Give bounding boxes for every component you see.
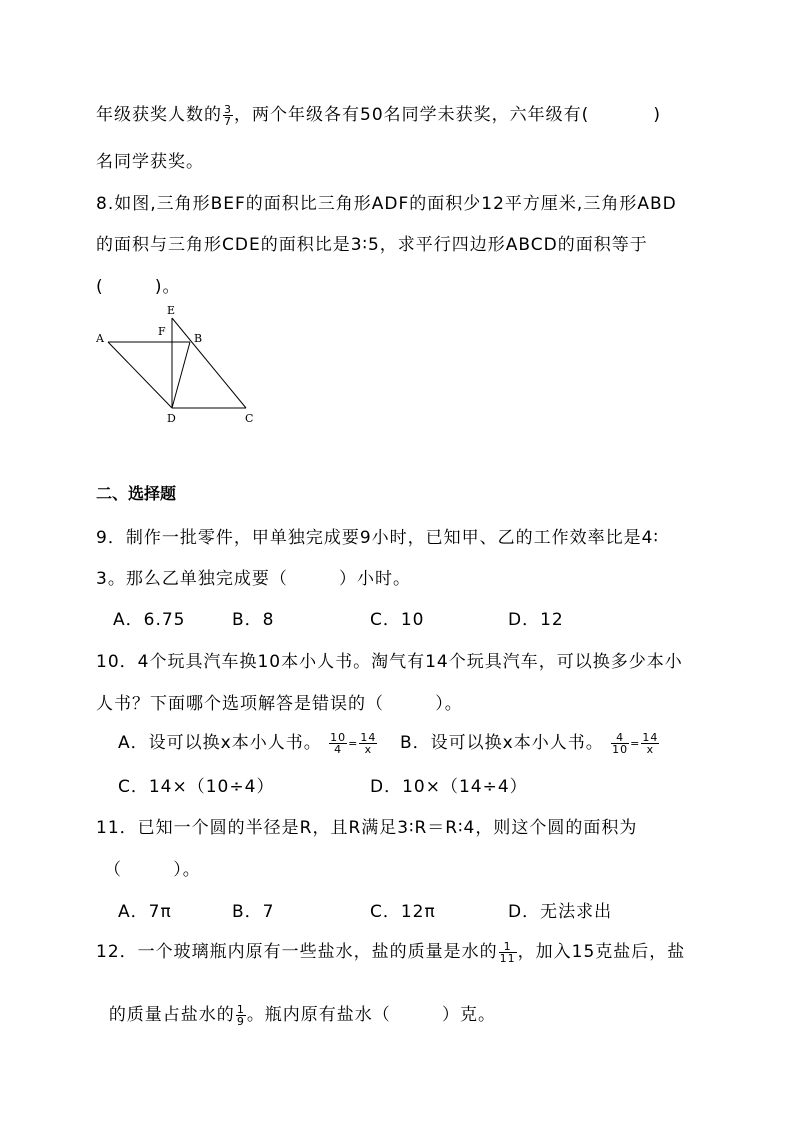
q12-fraction-1 (499, 941, 517, 964)
label-C: C (245, 412, 254, 425)
q12-fraction-2 (236, 1004, 246, 1027)
q10-b-f1-num: 4 (611, 732, 629, 744)
q12-line2-text-b: 。瓶内原有盐水（ ）克。 (246, 1005, 497, 1025)
q10-option-b-text: B．设可以换x本小人书。 (400, 733, 604, 753)
q10-a-eq: = (348, 736, 359, 750)
q12-line2-text-a: 的质量占盐水的 (108, 1005, 235, 1025)
q10-line2: 人书？下面哪个选项解答是错误的（ ）。 (96, 694, 463, 714)
q12-f2-den: 9 (236, 1014, 245, 1028)
q7-line2: 名同学获奖。 (96, 152, 204, 172)
q10-b-f1-den: 10 (612, 742, 629, 756)
q10-a-fraction-1 (329, 732, 347, 755)
q12-line1-text-b: ，加入15克盐后，盐 (517, 942, 686, 962)
q9-option-d[interactable]: D．12 (508, 610, 564, 630)
q7-text-b: ，两个年级各有50名同学未获奖，六年级有( (234, 105, 590, 125)
q7-frac-den: 7 (224, 114, 232, 128)
segment-AD (108, 342, 172, 408)
q11-option-d[interactable]: D．无法求出 (508, 902, 613, 922)
segment-BD (172, 342, 190, 408)
q10-option-b[interactable] (400, 728, 660, 755)
q9-option-c[interactable]: C．10 (370, 610, 425, 630)
q10-a-f1-num: 10 (330, 730, 347, 744)
label-D: D (167, 412, 176, 425)
q9-line1: 9．制作一批零件，甲单独完成要9小时，已知甲、乙的工作效率比是4∶ (96, 528, 659, 548)
q11-option-c[interactable]: C．12π (370, 902, 436, 922)
q8-line1: 8.如图,三角形BEF的面积比三角形ADF的面积少12平方厘米,三角形ABD (96, 194, 677, 214)
q7-text-a: 年级获奖人数的 (96, 105, 222, 125)
q12-f1-den: 11 (499, 951, 516, 965)
q10-option-a[interactable] (118, 728, 378, 755)
q10-b-f2-num: 14 (642, 730, 659, 744)
label-B: B (194, 332, 203, 345)
q10-a-fraction-2 (359, 732, 377, 755)
q10-b-eq: = (630, 736, 641, 750)
q7-fraction (223, 104, 233, 127)
q8-line3: ( )。 (96, 277, 181, 297)
q7-frac-num: 3 (224, 102, 232, 116)
q10-line1: 10．4个玩具汽车换10本小人书。淘气有14个玩具汽车，可以换多少本小 (96, 652, 683, 672)
q10-option-a-text: A．设可以换x本小人书。 (118, 733, 322, 753)
q9-option-a[interactable]: A．6.75 (113, 610, 186, 630)
q10-option-d[interactable]: D．10×（14÷4） (370, 777, 528, 797)
q12-line1-text-a: 12．一个玻璃瓶内原有一些盐水，盐的质量是水的 (96, 942, 498, 962)
parallelogram-figure (90, 300, 270, 430)
q10-a-f2-den: x (364, 742, 373, 756)
q12-f1-num: 1 (499, 941, 517, 953)
q11-option-a[interactable]: A．7π (118, 902, 172, 922)
q7-line1 (96, 100, 661, 127)
q10-b-f2-den: x (646, 742, 655, 756)
q8-line2: 的面积与三角形CDE的面积比是3∶5，求平行四边形ABCD的面积等于 (96, 235, 648, 255)
q7-answer-blank[interactable] (589, 105, 653, 125)
q9-option-b[interactable]: B．8 (232, 610, 275, 630)
q11-line1: 11．已知一个圆的半径是R，且R满足3∶R＝R∶4，则这个圆的面积为 (96, 818, 638, 838)
q10-b-fraction-2 (641, 732, 659, 755)
label-E: E (167, 304, 176, 317)
q11-option-b[interactable]: B．7 (232, 902, 275, 922)
q12-line1 (96, 937, 685, 964)
q12-f2-num: 1 (236, 1002, 245, 1016)
label-A: A (96, 332, 104, 345)
q10-b-fraction-1 (611, 732, 629, 755)
q12-line2 (96, 980, 496, 1027)
label-F: F (158, 325, 166, 338)
q10-a-f2-num: 14 (360, 730, 377, 744)
q10-a-f1-den: 4 (334, 742, 343, 756)
segment-EC (172, 318, 246, 408)
q10-option-c[interactable]: C．14×（10÷4） (118, 777, 275, 797)
section-title: 二、选择题 (96, 484, 177, 503)
q7-text-c: ) (653, 105, 661, 125)
q11-line2: （ ）。 (104, 860, 201, 880)
q9-line2: 3。那么乙单独完成要（ ）小时。 (96, 569, 412, 589)
